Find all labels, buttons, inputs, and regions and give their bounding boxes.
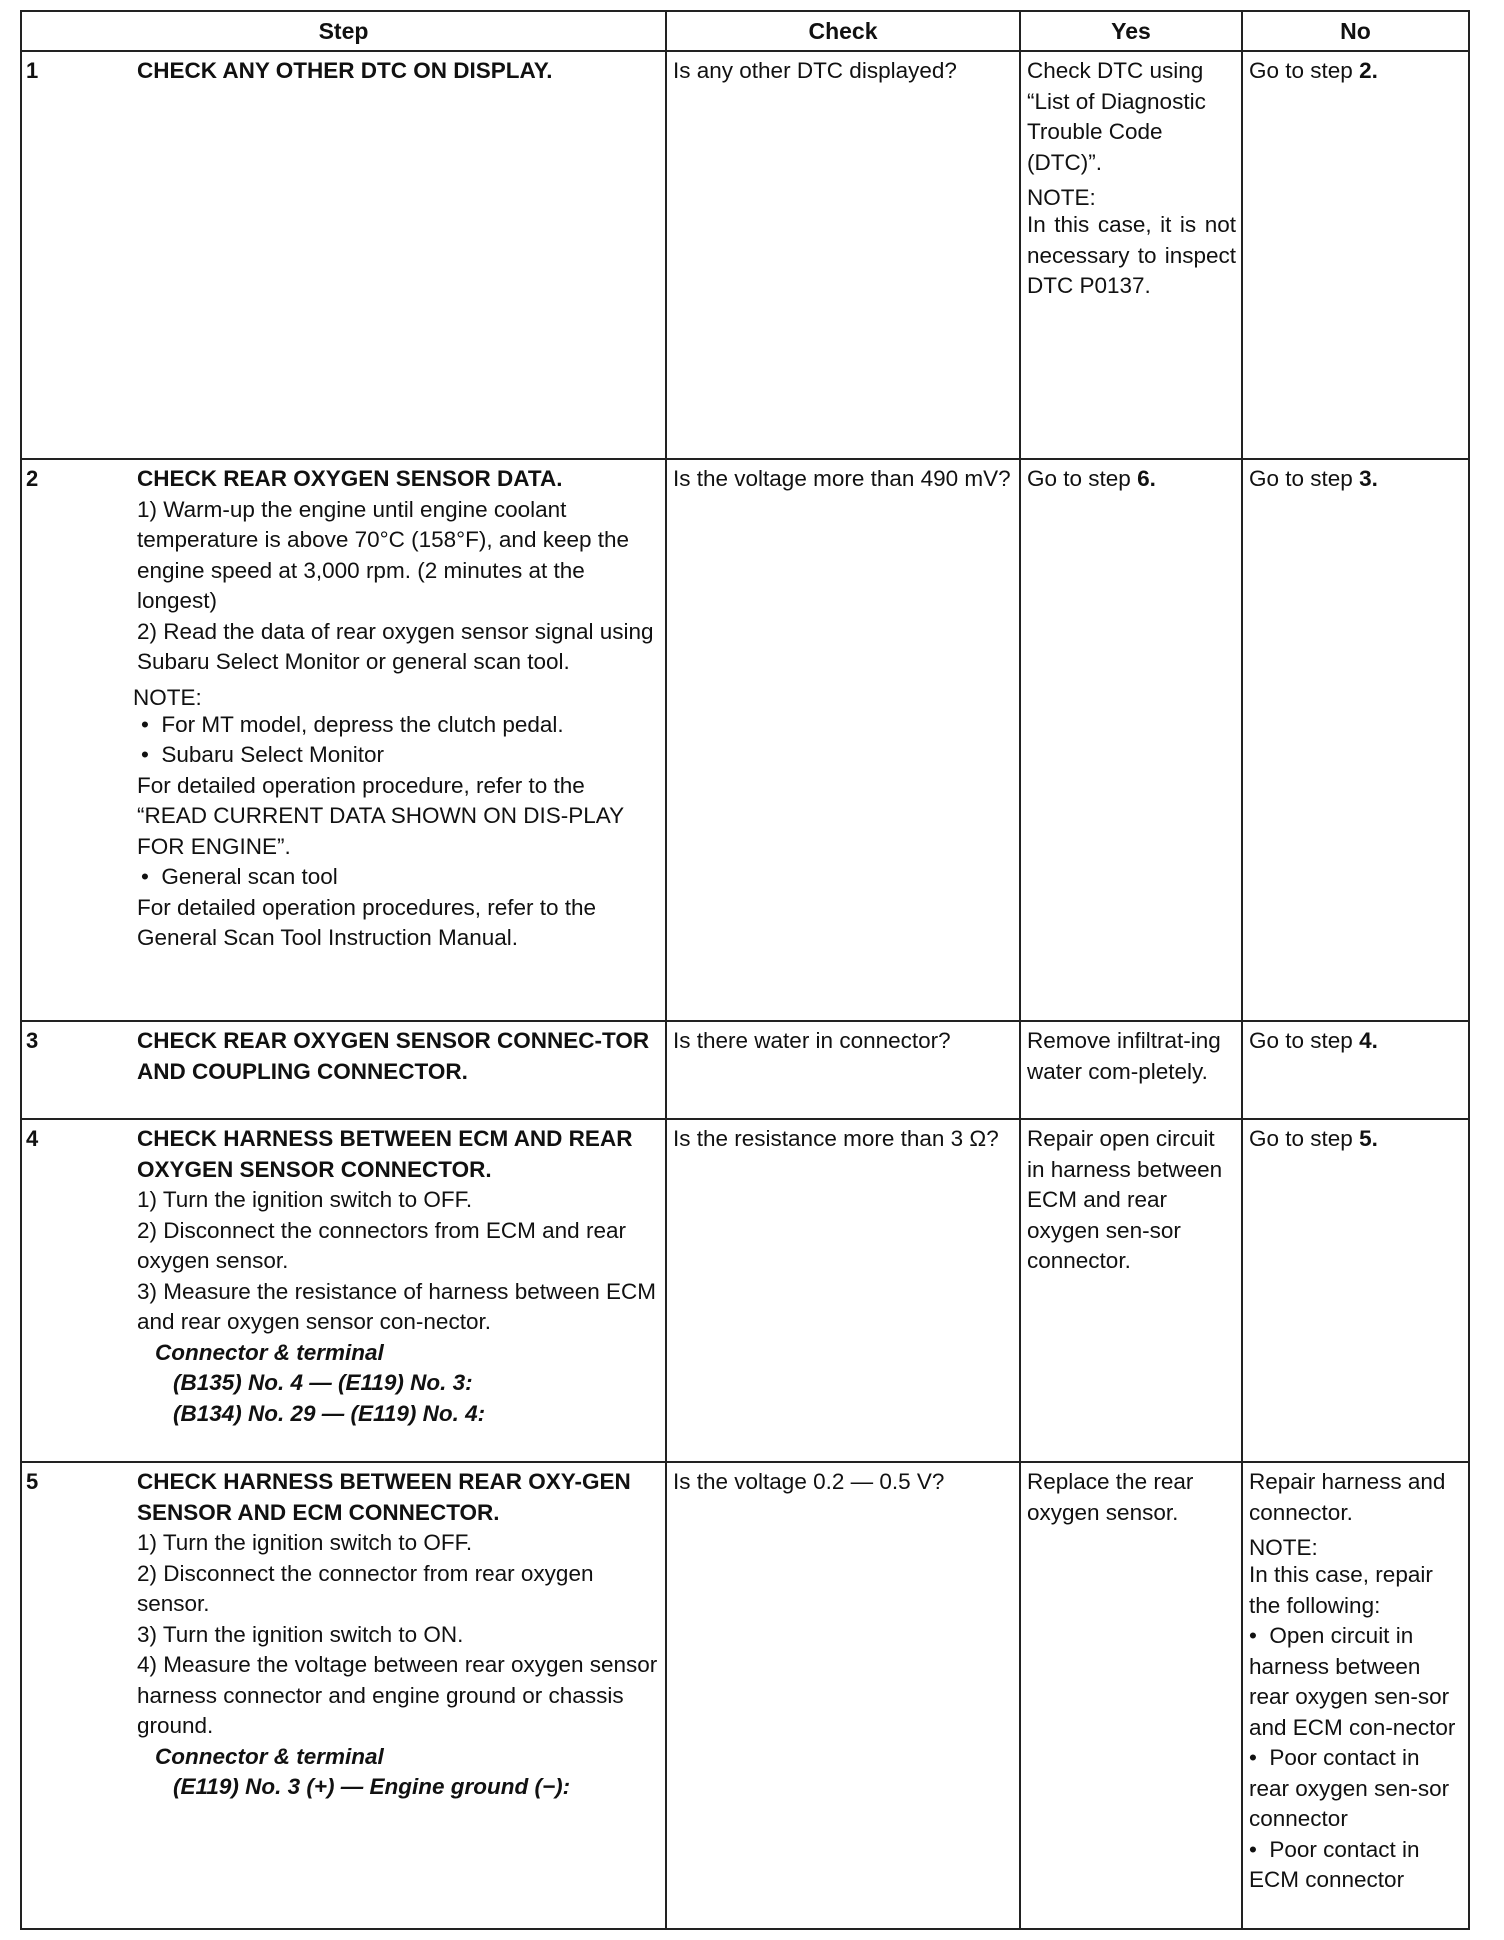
- header-row: [21, 11, 1469, 51]
- connector-terminal: (B134) No. 29 — (E119) No. 4:: [173, 1400, 486, 1426]
- note-reference: For detailed operation procedures, refer to the General Scan Tool Instruction Manual.: [137, 894, 597, 950]
- yes-cell: Remove infiltrat-ing water com-pletely.: [1020, 1021, 1242, 1119]
- step-title: CHECK HARNESS BETWEEN REAR OXY-GEN SENSOR AND ECM CONNECTOR.: [137, 1469, 631, 1525]
- no-note-label: NOTE:: [1249, 1535, 1318, 1560]
- yes-note-label: NOTE:: [1027, 185, 1096, 210]
- note-reference: For detailed operation procedure, refer to the “READ CURRENT DATA SHOWN ON DIS-PLAY FOR ENGINE”.: [137, 772, 624, 859]
- check-cell: Is there water in connector?: [666, 1021, 1020, 1119]
- table-row: [21, 1021, 1469, 1119]
- header-no: No: [1242, 11, 1469, 51]
- no-step: 5.: [1359, 1126, 1378, 1151]
- no-cell: [1242, 1119, 1469, 1462]
- step-number: 4: [26, 1126, 39, 1151]
- procedure-line: 4) Measure the voltage between rear oxygen sensor harness connector and engine ground or chassis ground.: [137, 1652, 658, 1738]
- yes-text: Check DTC using “List of Diagnostic Trouble Code (DTC)”.: [1027, 58, 1206, 175]
- yes-prefix: Go to step: [1027, 466, 1138, 491]
- no-prefix: Go to step: [1249, 1126, 1360, 1151]
- diagnostic-table: [20, 10, 1470, 1930]
- no-step: 2.: [1359, 58, 1378, 83]
- connector-label: Connector & terminal: [155, 1743, 384, 1769]
- yes-cell: [1020, 51, 1242, 459]
- connector-terminal: (B135) No. 4 — (E119) No. 3:: [173, 1370, 473, 1395]
- connector-terminal: (E119) No. 3 (+) — Engine ground (−):: [173, 1774, 571, 1799]
- header-check: Check: [666, 11, 1020, 51]
- step-number: 2: [26, 466, 39, 491]
- no-cell: [1242, 459, 1469, 1021]
- no-bullet: • Poor contact in ECM connector: [1249, 1835, 1463, 1896]
- check-cell: Is the resistance more than 3 Ω?: [666, 1119, 1020, 1462]
- no-prefix: Go to step: [1249, 58, 1360, 83]
- step-title: CHECK REAR OXYGEN SENSOR DATA.: [137, 466, 563, 491]
- step-title: CHECK HARNESS BETWEEN ECM AND REAR OXYGEN SENSOR CONNECTOR.: [137, 1126, 633, 1182]
- no-bullet: • Poor contact in rear oxygen sen-sor connector: [1249, 1743, 1463, 1835]
- no-prefix: Go to step: [1249, 466, 1360, 491]
- connector-label: Connector & terminal: [155, 1339, 384, 1365]
- no-text: Repair harness and connector.: [1249, 1469, 1446, 1525]
- yes-cell: Repair open circuit in harness between ECM and rear oxygen sen-sor connector.: [1020, 1119, 1242, 1462]
- procedure-line: 3) Turn the ignition switch to ON.: [137, 1621, 464, 1647]
- procedure-line: 1) Warm-up the engine until engine coolant temperature is above 70°C (158°F), and keep the engine speed at 3,000 rpm. (2 minutes at the longest): [137, 496, 630, 613]
- step-cell: [21, 1021, 666, 1119]
- note-label: NOTE:: [133, 684, 202, 710]
- no-cell: [1242, 51, 1469, 459]
- no-note: In this case, repair the following:: [1249, 1562, 1433, 1618]
- table-row: [21, 1462, 1469, 1929]
- step-cell: [21, 459, 666, 1021]
- step-title: CHECK ANY OTHER DTC ON DISPLAY.: [137, 58, 553, 83]
- yes-cell: Replace the rear oxygen sensor.: [1020, 1462, 1242, 1929]
- step-cell: [21, 51, 666, 459]
- no-prefix: Go to step: [1249, 1028, 1360, 1053]
- table-row: [21, 1119, 1469, 1462]
- note-bullet: • General scan tool: [137, 862, 659, 893]
- no-step: 3.: [1359, 466, 1378, 491]
- table-row: [21, 51, 1469, 459]
- yes-cell: [1020, 459, 1242, 1021]
- check-cell: Is the voltage 0.2 — 0.5 V?: [666, 1462, 1020, 1929]
- step-number: 3: [26, 1028, 39, 1053]
- step-number: 1: [26, 58, 39, 83]
- check-cell: Is the voltage more than 490 mV?: [666, 459, 1020, 1021]
- header-yes: Yes: [1020, 11, 1242, 51]
- procedure-line: 1) Turn the ignition switch to OFF.: [137, 1530, 473, 1555]
- header-step: Step: [21, 11, 666, 51]
- table-row: [21, 459, 1469, 1021]
- no-bullet: • Open circuit in harness between rear oxygen sen-sor and ECM con-nector: [1249, 1621, 1463, 1743]
- no-step: 4.: [1359, 1028, 1378, 1053]
- step-cell: [21, 1462, 666, 1929]
- no-cell: [1242, 1462, 1469, 1929]
- note-bullet: • Subaru Select Monitor: [137, 740, 659, 771]
- yes-note: In this case, it is not necessary to inspect DTC P0137.: [1027, 212, 1236, 298]
- procedure-line: 1) Turn the ignition switch to OFF.: [137, 1187, 473, 1212]
- procedure-line: 2) Disconnect the connector from rear oxygen sensor.: [137, 1560, 594, 1616]
- yes-step: 6.: [1137, 466, 1156, 491]
- procedure-line: 2) Disconnect the connectors from ECM and rear oxygen sensor.: [137, 1217, 626, 1273]
- no-cell: [1242, 1021, 1469, 1119]
- note-bullet: • For MT model, depress the clutch pedal.: [137, 710, 659, 741]
- step-number: 5: [26, 1469, 39, 1494]
- procedure-line: 2) Read the data of rear oxygen sensor signal using Subaru Select Monitor or general scan tool.: [137, 618, 654, 674]
- procedure-line: 3) Measure the resistance of harness between ECM and rear oxygen sensor con-nector.: [137, 1278, 657, 1334]
- check-cell: Is any other DTC displayed?: [666, 51, 1020, 459]
- step-cell: [21, 1119, 666, 1462]
- step-title: CHECK REAR OXYGEN SENSOR CONNEC-TOR AND COUPLING CONNECTOR.: [137, 1028, 650, 1084]
